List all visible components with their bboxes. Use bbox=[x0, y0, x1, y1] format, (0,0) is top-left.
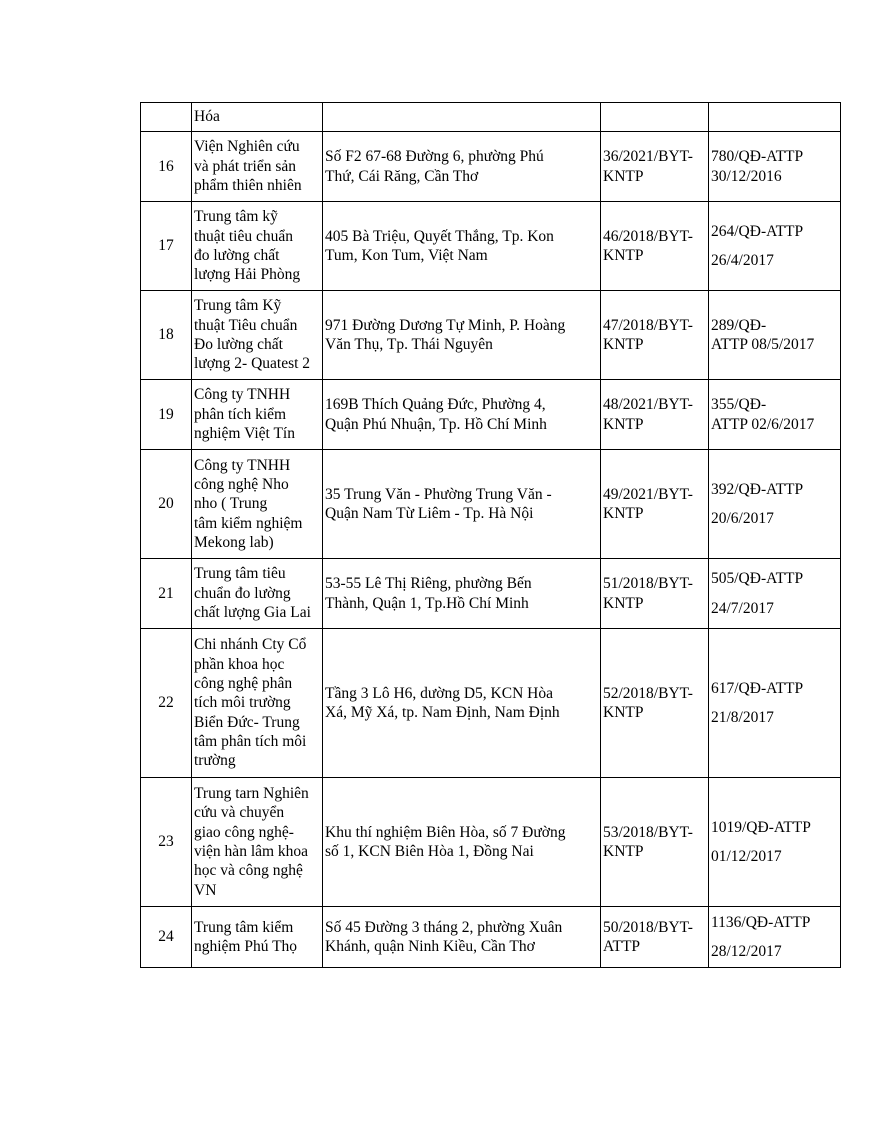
decision-cell: 392/QĐ-ATTP 20/6/2017 bbox=[709, 450, 841, 559]
certificate-number-cell: 47/2018/BYT- KNTP bbox=[601, 291, 709, 380]
certificate-number-cell: 36/2021/BYT- KNTP bbox=[601, 132, 709, 202]
organization-name-cell: Hóa bbox=[192, 103, 323, 132]
decision-cell: 617/QĐ-ATTP 21/8/2017 bbox=[709, 629, 841, 778]
table-row bbox=[141, 559, 841, 629]
decision-cell: 355/QĐ- ATTP 02/6/2017 bbox=[709, 380, 841, 450]
row-number-cell: 17 bbox=[141, 202, 192, 291]
laboratory-table bbox=[140, 102, 841, 968]
table-row bbox=[141, 907, 841, 968]
address-cell: 405 Bà Triệu, Quyết Thắng, Tp. Kon Tum, Kon Tum, Việt Nam bbox=[323, 202, 601, 291]
table-row bbox=[141, 291, 841, 380]
organization-name-cell: Trung tâm Kỹ thuật Tiêu chuẩn Đo lường chất lượng 2- Quatest 2 bbox=[192, 291, 323, 380]
address-cell: Số F2 67-68 Đường 6, phường Phú Thứ, Cái Răng, Cần Thơ bbox=[323, 132, 601, 202]
certificate-number-cell: 49/2021/BYT- KNTP bbox=[601, 450, 709, 559]
address-cell: Số 45 Đường 3 tháng 2, phường Xuân Khánh, quận Ninh Kiều, Cần Thơ bbox=[323, 907, 601, 968]
table-row bbox=[141, 103, 841, 132]
address-cell bbox=[323, 103, 601, 132]
row-number-cell: 16 bbox=[141, 132, 192, 202]
table-row bbox=[141, 778, 841, 907]
address-cell: 35 Trung Văn - Phường Trung Văn - Quận Nam Từ Liêm - Tp. Hà Nội bbox=[323, 450, 601, 559]
certificate-number-cell: 53/2018/BYT- KNTP bbox=[601, 778, 709, 907]
table-row bbox=[141, 450, 841, 559]
decision-cell: 1019/QĐ-ATTP 01/12/2017 bbox=[709, 778, 841, 907]
certificate-number-cell: 46/2018/BYT- KNTP bbox=[601, 202, 709, 291]
certificate-number-cell: 52/2018/BYT- KNTP bbox=[601, 629, 709, 778]
address-cell: 169B Thích Quảng Đức, Phường 4, Quận Phú Nhuận, Tp. Hồ Chí Minh bbox=[323, 380, 601, 450]
table-row bbox=[141, 132, 841, 202]
organization-name-cell: Trung tarn Nghiên cứu và chuyển giao công nghệ- viện hàn lâm khoa học và công nghệ VN bbox=[192, 778, 323, 907]
table-row bbox=[141, 629, 841, 778]
organization-name-cell: Công ty TNHH phân tích kiểm nghiệm Việt Tín bbox=[192, 380, 323, 450]
row-number-cell bbox=[141, 103, 192, 132]
organization-name-cell: Viện Nghiên cứu và phát triển sản phẩm thiên nhiên bbox=[192, 132, 323, 202]
row-number-cell: 24 bbox=[141, 907, 192, 968]
certificate-number-cell: 50/2018/BYT- ATTP bbox=[601, 907, 709, 968]
address-cell: Tầng 3 Lô H6, dường D5, KCN Hòa Xá, Mỹ Xá, tp. Nam Định, Nam Định bbox=[323, 629, 601, 778]
row-number-cell: 23 bbox=[141, 778, 192, 907]
table-row bbox=[141, 380, 841, 450]
decision-cell: 289/QĐ- ATTP 08/5/2017 bbox=[709, 291, 841, 380]
address-cell: Khu thí nghiệm Biên Hòa, số 7 Đường số 1, KCN Biên Hòa 1, Đồng Nai bbox=[323, 778, 601, 907]
address-cell: 53-55 Lê Thị Riêng, phường Bến Thành, Quận 1, Tp.Hồ Chí Minh bbox=[323, 559, 601, 629]
row-number-cell: 18 bbox=[141, 291, 192, 380]
row-number-cell: 22 bbox=[141, 629, 192, 778]
row-number-cell: 20 bbox=[141, 450, 192, 559]
address-cell: 971 Đường Dương Tự Minh, P. Hoàng Văn Thụ, Tp. Thái Nguyên bbox=[323, 291, 601, 380]
decision-cell: 505/QĐ-ATTP 24/7/2017 bbox=[709, 559, 841, 629]
table-row bbox=[141, 202, 841, 291]
organization-name-cell: Trung tâm kiểm nghiệm Phú Thọ bbox=[192, 907, 323, 968]
row-number-cell: 21 bbox=[141, 559, 192, 629]
row-number-cell: 19 bbox=[141, 380, 192, 450]
certificate-number-cell: 48/2021/BYT- KNTP bbox=[601, 380, 709, 450]
organization-name-cell: Trung tâm tiêu chuẩn đo lường chất lượng Gia Lai bbox=[192, 559, 323, 629]
certificate-number-cell: 51/2018/BYT- KNTP bbox=[601, 559, 709, 629]
decision-cell: 264/QĐ-ATTP 26/4/2017 bbox=[709, 202, 841, 291]
decision-cell: 1136/QĐ-ATTP 28/12/2017 bbox=[709, 907, 841, 968]
certificate-number-cell bbox=[601, 103, 709, 132]
decision-cell: 780/QĐ-ATTP 30/12/2016 bbox=[709, 132, 841, 202]
organization-name-cell: Công ty TNHH công nghệ Nho nho ( Trung tâm kiểm nghiệm Mekong lab) bbox=[192, 450, 323, 559]
decision-cell bbox=[709, 103, 841, 132]
organization-name-cell: Trung tâm kỹ thuật tiêu chuẩn đo lường chất lượng Hải Phòng bbox=[192, 202, 323, 291]
organization-name-cell: Chi nhánh Cty Cổ phần khoa học công nghệ phân tích môi trường Biển Đức- Trung tâm phân tích môi trường bbox=[192, 629, 323, 778]
